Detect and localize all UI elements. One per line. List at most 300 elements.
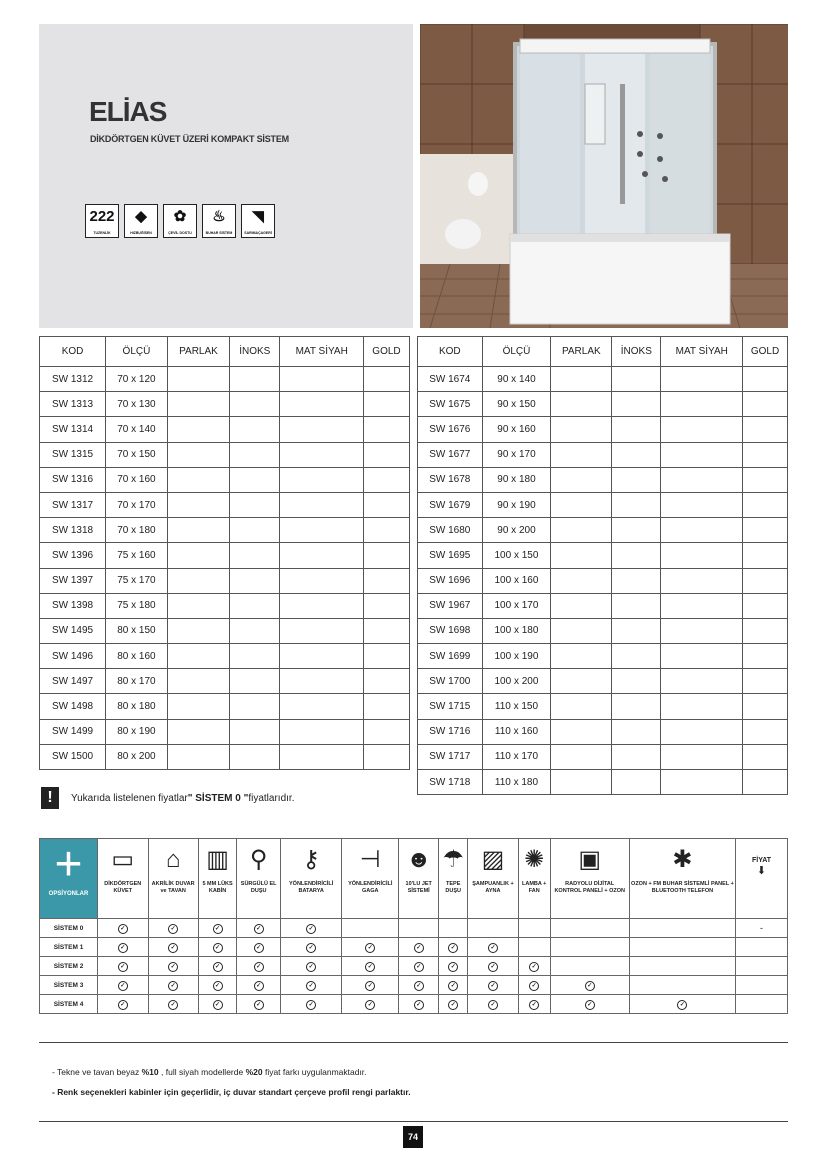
jet-system-icon: ☻	[406, 846, 432, 873]
price-cell	[280, 593, 363, 618]
price-cell	[167, 367, 229, 392]
column-header: İNOKS	[230, 337, 280, 367]
acrylic-wall-icon: ⌂	[165, 846, 181, 873]
price-cell	[280, 492, 363, 517]
column-header: MAT SİYAH	[661, 337, 743, 367]
price-cell	[167, 467, 229, 492]
option-cell	[399, 995, 439, 1014]
check-icon: ✓	[306, 981, 316, 991]
price-cell	[551, 744, 612, 769]
check-icon: ✓	[529, 1000, 539, 1010]
product-code: SW 1499	[40, 719, 106, 744]
option-cell	[518, 957, 550, 976]
check-icon: ✓	[306, 943, 316, 953]
price-cell	[363, 644, 409, 669]
option-cell	[280, 919, 341, 938]
check-icon: ✓	[213, 924, 223, 934]
option-label: OZON + FM BUHAR SİSTEMLİ PANEL + BLUETOOTH TELEFON	[631, 881, 734, 894]
product-size: 70 x 180	[106, 518, 168, 543]
product-size: 110 x 150	[482, 694, 551, 719]
table-row	[418, 719, 788, 744]
price-cell	[551, 492, 612, 517]
product-code: SW 1695	[418, 543, 483, 568]
note-prefix: Yukarıda listelenen fiyatlar	[71, 792, 188, 804]
product-code: SW 1398	[40, 593, 106, 618]
price-cell	[167, 618, 229, 643]
feature-label: TÜZENLİK	[93, 231, 111, 235]
option-cell	[342, 919, 399, 938]
price-label: FİYAT	[751, 857, 772, 864]
price-cell	[661, 593, 743, 618]
product-size: 80 x 180	[106, 694, 168, 719]
head-shower-icon: ☂	[442, 846, 464, 873]
check-icon: ✓	[168, 943, 178, 953]
table-row	[40, 568, 410, 593]
price-cell	[743, 593, 788, 618]
product-code: SW 1716	[418, 719, 483, 744]
product-code: SW 1496	[40, 644, 106, 669]
product-size: 80 x 150	[106, 618, 168, 643]
product-code: SW 1677	[418, 442, 483, 467]
option-cell	[342, 957, 399, 976]
system-row	[40, 976, 788, 995]
price-cell	[661, 417, 743, 442]
price-cell	[363, 543, 409, 568]
price-cell	[230, 518, 280, 543]
product-size: 90 x 180	[482, 467, 551, 492]
product-size: 90 x 200	[482, 518, 551, 543]
option-cell	[399, 976, 439, 995]
price-cell	[661, 744, 743, 769]
table-row	[418, 744, 788, 769]
price-cell	[230, 593, 280, 618]
price-cell	[167, 744, 229, 769]
table-row	[40, 644, 410, 669]
option-column	[468, 839, 519, 919]
price-cell	[167, 417, 229, 442]
product-size: 110 x 180	[482, 770, 551, 795]
feature-label: ÇEVİL DOSTU	[168, 231, 192, 235]
options-header	[40, 839, 98, 919]
price-cell	[661, 694, 743, 719]
price-cell	[230, 644, 280, 669]
bluetooth-panel-icon: ✱	[672, 846, 693, 873]
price-cell	[612, 442, 661, 467]
price-cell	[661, 770, 743, 795]
column-header: ÖLÇÜ	[482, 337, 551, 367]
product-code: SW 1717	[418, 744, 483, 769]
price-cell	[230, 492, 280, 517]
feature-icons	[85, 204, 275, 238]
price-cell	[612, 694, 661, 719]
option-cell	[198, 938, 237, 957]
option-cell	[148, 938, 198, 957]
product-code: SW 1314	[40, 417, 106, 442]
check-icon: ✓	[254, 943, 264, 953]
feature-drop	[124, 204, 158, 238]
shelf-mirror-icon: ▨	[481, 846, 505, 873]
price-cell	[280, 543, 363, 568]
option-cell	[98, 957, 149, 976]
product-size: 90 x 150	[482, 392, 551, 417]
price-cell	[167, 518, 229, 543]
table-row	[40, 392, 410, 417]
product-code: SW 1700	[418, 669, 483, 694]
product-code: SW 1316	[40, 467, 106, 492]
option-cell	[237, 976, 281, 995]
table-row	[40, 367, 410, 392]
table-row	[418, 442, 788, 467]
table-row	[418, 392, 788, 417]
option-cell	[629, 919, 735, 938]
option-column	[629, 839, 735, 919]
check-icon: ✓	[118, 1000, 128, 1010]
option-label: DİKDÖRTGEN KÜVET	[104, 881, 142, 894]
price-cell	[230, 442, 280, 467]
check-icon: ✓	[213, 943, 223, 953]
table-row	[40, 442, 410, 467]
option-cell	[550, 919, 629, 938]
product-size: 90 x 190	[482, 492, 551, 517]
table-row	[40, 618, 410, 643]
option-cell	[629, 995, 735, 1014]
table-row	[418, 518, 788, 543]
table-row	[418, 467, 788, 492]
check-icon: ✓	[585, 981, 595, 991]
price-cell	[551, 367, 612, 392]
shower-cabin-illustration	[420, 24, 788, 328]
table-row	[418, 770, 788, 795]
footnote-2	[52, 1087, 411, 1097]
price-cell	[280, 669, 363, 694]
eco-icon: ✿	[173, 208, 187, 225]
system-label: SİSTEM 0	[40, 919, 98, 938]
price-cell	[551, 568, 612, 593]
product-size: 80 x 200	[106, 744, 168, 769]
product-size: 80 x 170	[106, 669, 168, 694]
footnote-1-text-a: - Tekne ve tavan beyaz	[52, 1067, 142, 1077]
system-label: SİSTEM 3	[40, 976, 98, 995]
system-row	[40, 957, 788, 976]
product-size: 90 x 140	[482, 367, 551, 392]
table-row	[40, 744, 410, 769]
option-cell	[342, 995, 399, 1014]
corner-icon: ◥	[252, 208, 264, 225]
table-row	[418, 593, 788, 618]
price-cell	[167, 392, 229, 417]
footnote-1-text-b: , full siyah modellerde	[158, 1067, 246, 1077]
check-icon: ✓	[118, 943, 128, 953]
price-cell	[612, 543, 661, 568]
price-cell	[661, 518, 743, 543]
check-icon: ✓	[414, 962, 424, 972]
product-code: SW 1495	[40, 618, 106, 643]
product-code: SW 1315	[40, 442, 106, 467]
feature-label: SARIMAÇAGERİ	[244, 231, 272, 235]
price-cell	[743, 543, 788, 568]
price-cell	[230, 568, 280, 593]
product-code: SW 1675	[418, 392, 483, 417]
product-code: SW 1678	[418, 467, 483, 492]
option-cell	[439, 919, 468, 938]
option-cell	[198, 995, 237, 1014]
option-cell	[550, 976, 629, 995]
divider	[39, 1042, 788, 1043]
footnote-1-pct-b: %20	[245, 1067, 263, 1077]
feature-label: HIZBUĞİSEN	[130, 231, 152, 235]
price-cell	[230, 417, 280, 442]
option-cell	[399, 919, 439, 938]
price-cell	[230, 543, 280, 568]
option-cell	[280, 938, 341, 957]
system-row	[40, 938, 788, 957]
product-size: 70 x 170	[106, 492, 168, 517]
product-size: 70 x 160	[106, 467, 168, 492]
price-cell	[612, 593, 661, 618]
system-price	[736, 938, 788, 957]
price-cell	[551, 442, 612, 467]
price-cell	[612, 518, 661, 543]
system-row	[40, 919, 788, 938]
option-column	[518, 839, 550, 919]
option-cell	[237, 957, 281, 976]
product-code: SW 1313	[40, 392, 106, 417]
price-cell	[612, 669, 661, 694]
price-cell	[280, 518, 363, 543]
check-icon: ✓	[365, 962, 375, 972]
option-label: 5 MM LÜKS KABİN	[202, 881, 233, 894]
price-cell	[167, 593, 229, 618]
price-cell	[661, 492, 743, 517]
option-cell	[148, 976, 198, 995]
price-cell	[551, 618, 612, 643]
option-cell	[237, 938, 281, 957]
options-table	[39, 838, 788, 1014]
option-cell	[550, 938, 629, 957]
price-cell	[551, 392, 612, 417]
table-row	[40, 694, 410, 719]
check-icon: ✓	[118, 981, 128, 991]
product-photo	[420, 24, 788, 328]
option-column	[280, 839, 341, 919]
arrow-down-icon: ⬇	[756, 865, 767, 877]
check-icon: ✓	[306, 924, 316, 934]
option-label: RADYOLU DİJİTAL KONTROL PANELİ + OZON	[554, 881, 625, 894]
check-icon: ✓	[168, 962, 178, 972]
price-cell	[661, 543, 743, 568]
option-cell	[98, 995, 149, 1014]
price-cell	[612, 367, 661, 392]
bathtub-icon: ▭	[111, 846, 135, 873]
price-cell	[363, 568, 409, 593]
column-header: GOLD	[743, 337, 788, 367]
option-cell	[518, 976, 550, 995]
check-icon: ✓	[306, 962, 316, 972]
product-size: 75 x 170	[106, 568, 168, 593]
check-icon: ✓	[488, 981, 498, 991]
system-label: SİSTEM 4	[40, 995, 98, 1014]
option-column	[550, 839, 629, 919]
check-icon: ✓	[213, 962, 223, 972]
option-label: ŞAMPUANLIK + AYNA	[472, 881, 514, 894]
control-panel-icon: ▣	[578, 846, 602, 873]
product-size: 70 x 150	[106, 442, 168, 467]
option-cell	[518, 995, 550, 1014]
price-cell	[230, 392, 280, 417]
price-cell	[551, 417, 612, 442]
price-cell	[167, 568, 229, 593]
check-icon: ✓	[254, 924, 264, 934]
price-cell	[363, 518, 409, 543]
feature-eco	[163, 204, 197, 238]
check-icon: ✓	[213, 981, 223, 991]
check-icon: ✓	[585, 1000, 595, 1010]
check-icon: ✓	[488, 1000, 498, 1010]
product-table-right	[417, 336, 788, 795]
price-cell	[612, 618, 661, 643]
price-cell	[280, 719, 363, 744]
price-cell	[743, 744, 788, 769]
table-row	[418, 694, 788, 719]
option-label: 10'LU JET SİSTEMİ	[405, 881, 432, 894]
price-cell	[612, 719, 661, 744]
product-code: SW 1696	[418, 568, 483, 593]
option-cell	[280, 957, 341, 976]
option-cell	[550, 995, 629, 1014]
price-cell	[743, 669, 788, 694]
product-size: 70 x 120	[106, 367, 168, 392]
option-cell	[399, 957, 439, 976]
option-column	[439, 839, 468, 919]
price-cell	[661, 392, 743, 417]
option-cell	[148, 995, 198, 1014]
option-label: YÖNLENDİRİCİLİ GAGA	[348, 881, 393, 894]
option-cell	[629, 938, 735, 957]
product-code: SW 1715	[418, 694, 483, 719]
price-cell	[167, 719, 229, 744]
product-subtitle: DİKDÖRTGEN KÜVET ÜZERİ KOMPAKT SİSTEM	[90, 134, 289, 144]
table-row	[40, 467, 410, 492]
check-icon: ✓	[365, 981, 375, 991]
price-cell	[661, 467, 743, 492]
price-cell	[230, 367, 280, 392]
option-cell	[439, 976, 468, 995]
system-row	[40, 995, 788, 1014]
table-row	[418, 492, 788, 517]
check-icon: ✓	[254, 981, 264, 991]
price-cell	[280, 618, 363, 643]
price-cell	[363, 467, 409, 492]
footnote-1-text-c: fiyat farkı uygulanmaktadır.	[262, 1067, 367, 1077]
check-icon: ✓	[448, 1000, 458, 1010]
check-icon: ✓	[365, 943, 375, 953]
footnote-2-text-b: iç duvar standart çerçeve profil rengi parlaktır.	[223, 1087, 411, 1097]
steam-icon: ♨	[212, 208, 226, 225]
price-cell	[743, 518, 788, 543]
check-icon: ✓	[414, 1000, 424, 1010]
product-code: SW 1676	[418, 417, 483, 442]
check-icon: ✓	[448, 981, 458, 991]
price-cell	[743, 442, 788, 467]
column-header: MAT SİYAH	[280, 337, 363, 367]
note-suffix: fiyatlarıdır.	[248, 792, 295, 804]
product-code: SW 1312	[40, 367, 106, 392]
option-cell	[237, 919, 281, 938]
option-cell	[280, 995, 341, 1014]
check-icon: ✓	[254, 1000, 264, 1010]
product-size: 100 x 200	[482, 669, 551, 694]
price-cell	[743, 392, 788, 417]
price-cell	[167, 694, 229, 719]
check-icon: ✓	[118, 924, 128, 934]
system-price	[736, 957, 788, 976]
table-row	[40, 417, 410, 442]
table-row	[418, 644, 788, 669]
price-cell	[363, 744, 409, 769]
table-row	[40, 543, 410, 568]
option-cell	[468, 957, 519, 976]
price-cell	[743, 694, 788, 719]
price-cell	[612, 467, 661, 492]
check-icon: ✓	[488, 943, 498, 953]
product-code: SW 1500	[40, 744, 106, 769]
price-cell	[743, 719, 788, 744]
table-row	[40, 719, 410, 744]
feature-steam	[202, 204, 236, 238]
product-size: 70 x 130	[106, 392, 168, 417]
price-cell	[612, 770, 661, 795]
option-cell	[98, 938, 149, 957]
table-row	[40, 518, 410, 543]
price-cell	[280, 644, 363, 669]
table-row	[418, 543, 788, 568]
price-cell	[612, 568, 661, 593]
product-size: 100 x 180	[482, 618, 551, 643]
product-size: 75 x 180	[106, 593, 168, 618]
check-icon: ✓	[488, 962, 498, 972]
product-size: 110 x 170	[482, 744, 551, 769]
option-cell	[439, 957, 468, 976]
price-cell	[363, 392, 409, 417]
product-code: SW 1397	[40, 568, 106, 593]
warning-icon: !	[41, 787, 59, 809]
product-size: 80 x 160	[106, 644, 168, 669]
product-size: 75 x 160	[106, 543, 168, 568]
price-cell	[661, 367, 743, 392]
price-cell	[551, 669, 612, 694]
option-cell	[468, 938, 519, 957]
check-icon: ✓	[213, 1000, 223, 1010]
option-label: SÜRGÜLÜ EL DUŞU	[240, 881, 277, 894]
option-cell	[399, 938, 439, 957]
price-cell	[230, 719, 280, 744]
column-header: GOLD	[363, 337, 409, 367]
price-cell	[743, 644, 788, 669]
option-cell	[468, 995, 519, 1014]
column-header: PARLAK	[551, 337, 612, 367]
product-table-left	[39, 336, 410, 770]
option-cell	[518, 919, 550, 938]
product-size: 70 x 140	[106, 417, 168, 442]
price-cell	[661, 442, 743, 467]
price-cell	[363, 417, 409, 442]
option-cell	[237, 995, 281, 1014]
price-cell	[743, 770, 788, 795]
option-cell	[468, 976, 519, 995]
spout-icon: ⊣	[359, 846, 381, 873]
price-cell	[551, 694, 612, 719]
system-price	[736, 995, 788, 1014]
